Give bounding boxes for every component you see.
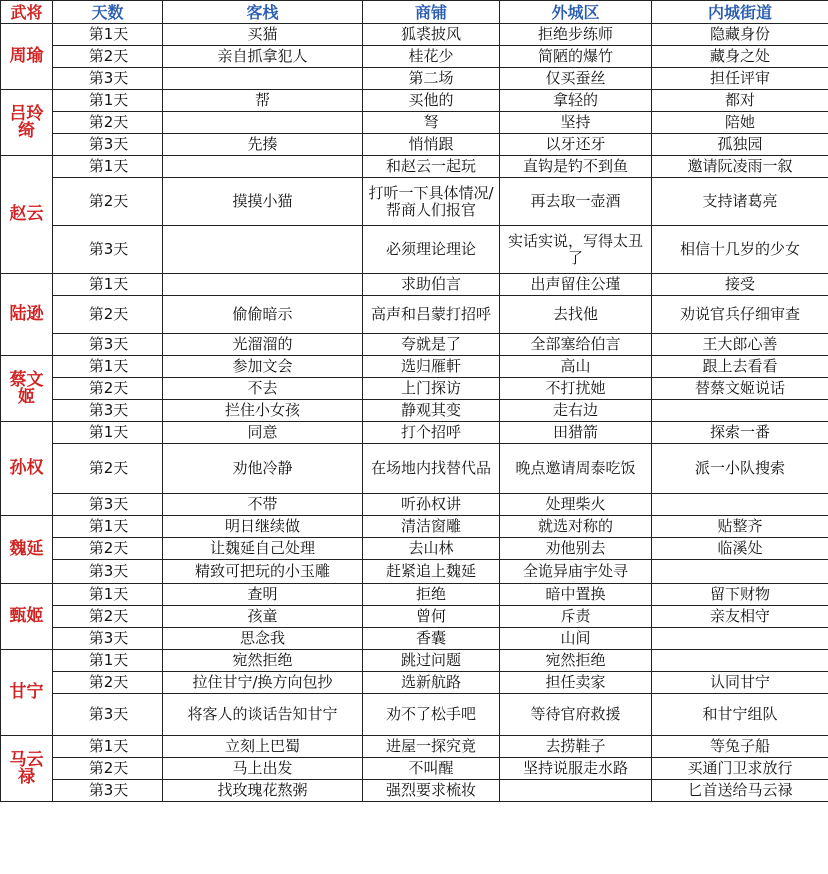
- inner-street-cell: 匕首送给马云禄: [652, 780, 828, 802]
- inn-cell: 参加文会: [163, 356, 363, 378]
- inn-cell: [163, 68, 363, 90]
- inner-street-cell: 孤独园: [652, 134, 828, 156]
- inn-cell: 拉住甘宁/换方向包抄: [163, 672, 363, 694]
- inn-cell: 将客人的谈话告知甘宁: [163, 694, 363, 736]
- inner-street-cell: 探索一番: [652, 422, 828, 444]
- table-row: [1, 68, 828, 90]
- shop-cell: 去山林: [363, 538, 500, 560]
- general-name: 赵云: [1, 156, 53, 274]
- table-row: [1, 736, 828, 758]
- outer-city-cell: 简陋的爆竹: [500, 46, 652, 68]
- day-label: 第1天: [53, 156, 163, 178]
- shop-cell: 狐裘披风: [363, 24, 500, 46]
- day-label: 第3天: [53, 628, 163, 650]
- day-label: 第3天: [53, 780, 163, 802]
- inn-cell: 买猫: [163, 24, 363, 46]
- general-name: 吕玲绮: [1, 90, 53, 156]
- day-label: 第3天: [53, 334, 163, 356]
- general-name: 陆逊: [1, 274, 53, 356]
- inn-cell: 亲自抓拿犯人: [163, 46, 363, 68]
- outer-city-cell: 晚点邀请周泰吃饭: [500, 444, 652, 494]
- inner-street-cell: 和甘宁组队: [652, 694, 828, 736]
- inn-cell: [163, 226, 363, 274]
- shop-cell: 跳过问题: [363, 650, 500, 672]
- inn-cell: 思念我: [163, 628, 363, 650]
- general-name: 周瑜: [1, 24, 53, 90]
- shop-cell: 听孙权讲: [363, 494, 500, 516]
- table-row: [1, 90, 828, 112]
- shop-cell: 选新航路: [363, 672, 500, 694]
- outer-city-cell: 拿轻的: [500, 90, 652, 112]
- day-label: 第2天: [53, 538, 163, 560]
- outer-city-cell: 拒绝步练师: [500, 24, 652, 46]
- day-label: 第3天: [53, 68, 163, 90]
- day-label: 第2天: [53, 758, 163, 780]
- inner-street-cell: 相信十几岁的少女: [652, 226, 828, 274]
- table-row: [1, 46, 828, 68]
- table-row: [1, 356, 828, 378]
- inn-cell: 摸摸小猫: [163, 178, 363, 226]
- shop-cell: 在场地内找替代品: [363, 444, 500, 494]
- inner-street-cell: 贴整齐: [652, 516, 828, 538]
- outer-city-cell: 全部塞给伯言: [500, 334, 652, 356]
- outer-city-cell: 就选对称的: [500, 516, 652, 538]
- day-label: 第2天: [53, 378, 163, 400]
- shop-cell: 劝不了松手吧: [363, 694, 500, 736]
- table-row: [1, 134, 828, 156]
- inner-street-cell: [652, 650, 828, 672]
- outer-city-cell: 以牙还牙: [500, 134, 652, 156]
- outer-city-cell: 实话实说，写得太丑了: [500, 226, 652, 274]
- table-row: [1, 628, 828, 650]
- day-label: 第3天: [53, 400, 163, 422]
- shop-cell: 高声和吕蒙打招呼: [363, 296, 500, 334]
- inn-cell: 宛然拒绝: [163, 650, 363, 672]
- table-row: [1, 24, 828, 46]
- day-label: 第3天: [53, 226, 163, 274]
- inner-street-cell: 等兔子船: [652, 736, 828, 758]
- outer-city-cell: 等待官府救援: [500, 694, 652, 736]
- shop-cell: 桂花少: [363, 46, 500, 68]
- inn-cell: 查明: [163, 584, 363, 606]
- table-row: [1, 538, 828, 560]
- shop-cell: 上门探访: [363, 378, 500, 400]
- outer-city-cell: 去找他: [500, 296, 652, 334]
- outer-city-cell: 暗中置换: [500, 584, 652, 606]
- table-row: [1, 584, 828, 606]
- shop-cell: 夸就是了: [363, 334, 500, 356]
- table-row: [1, 650, 828, 672]
- outer-city-cell: 去捞鞋子: [500, 736, 652, 758]
- shop-cell: 不叫醒: [363, 758, 500, 780]
- inn-cell: 明日继续做: [163, 516, 363, 538]
- outer-city-cell: 再去取一壶酒: [500, 178, 652, 226]
- table-row: [1, 378, 828, 400]
- general-name: 蔡文姬: [1, 356, 53, 422]
- inn-cell: 找玫瑰花熬粥: [163, 780, 363, 802]
- day-label: 第1天: [53, 650, 163, 672]
- day-label: 第3天: [53, 134, 163, 156]
- table-row: [1, 226, 828, 274]
- shop-cell: 曾何: [363, 606, 500, 628]
- shop-cell: 求助伯言: [363, 274, 500, 296]
- shop-cell: 打听一下具体情况/帮商人们报官: [363, 178, 500, 226]
- header-row: [1, 1, 828, 24]
- day-label: 第1天: [53, 516, 163, 538]
- inner-street-cell: [652, 560, 828, 584]
- inn-cell: 精致可把玩的小玉雕: [163, 560, 363, 584]
- inner-street-cell: 接受: [652, 274, 828, 296]
- table-row: [1, 494, 828, 516]
- table-row: [1, 516, 828, 538]
- inn-cell: 不去: [163, 378, 363, 400]
- header-inn: 客栈: [163, 1, 363, 24]
- table-row: [1, 758, 828, 780]
- outer-city-cell: 坚持: [500, 112, 652, 134]
- outer-city-cell: 担任卖家: [500, 672, 652, 694]
- inn-cell: [163, 156, 363, 178]
- outer-city-cell: 高山: [500, 356, 652, 378]
- table-row: [1, 334, 828, 356]
- outer-city-cell: 全诡异庙宇处寻: [500, 560, 652, 584]
- inn-cell: 立刻上巴蜀: [163, 736, 363, 758]
- inn-cell: 孩童: [163, 606, 363, 628]
- shop-cell: 进屋一探究竟: [363, 736, 500, 758]
- inn-cell: 光溜溜的: [163, 334, 363, 356]
- shop-cell: 赶紧追上魏延: [363, 560, 500, 584]
- inn-cell: 帮: [163, 90, 363, 112]
- header-general: 武将: [1, 1, 53, 24]
- day-label: 第1天: [53, 584, 163, 606]
- table-row: [1, 444, 828, 494]
- shop-cell: 悄悄跟: [363, 134, 500, 156]
- outer-city-cell: 坚持说服走水路: [500, 758, 652, 780]
- general-name: 甘宁: [1, 650, 53, 736]
- day-label: 第2天: [53, 672, 163, 694]
- inn-cell: 拦住小女孩: [163, 400, 363, 422]
- inn-cell: [163, 274, 363, 296]
- inn-cell: 让魏延自己处理: [163, 538, 363, 560]
- table-row: [1, 672, 828, 694]
- inner-street-cell: 临溪处: [652, 538, 828, 560]
- table-row: [1, 178, 828, 226]
- day-label: 第2天: [53, 46, 163, 68]
- outer-city-cell: 处理柴火: [500, 494, 652, 516]
- table-row: [1, 606, 828, 628]
- table-row: [1, 296, 828, 334]
- outer-city-cell: 直钩是钓不到鱼: [500, 156, 652, 178]
- general-name: 马云禄: [1, 736, 53, 802]
- outer-city-cell: 劝他别去: [500, 538, 652, 560]
- shop-cell: 选归雁軒: [363, 356, 500, 378]
- day-label: 第1天: [53, 24, 163, 46]
- inner-street-cell: 王大郎心善: [652, 334, 828, 356]
- shop-cell: 第二场: [363, 68, 500, 90]
- inner-street-cell: 亲友相守: [652, 606, 828, 628]
- inner-street-cell: 买通门卫求放行: [652, 758, 828, 780]
- inner-street-cell: 劝说官兵仔细审查: [652, 296, 828, 334]
- shop-cell: 必须理论理论: [363, 226, 500, 274]
- general-name: 孙权: [1, 422, 53, 516]
- inner-street-cell: 派一小队搜索: [652, 444, 828, 494]
- outer-city-cell: 宛然拒绝: [500, 650, 652, 672]
- shop-cell: 清洁窗雕: [363, 516, 500, 538]
- table-row: [1, 112, 828, 134]
- inner-street-cell: 替蔡文姬说话: [652, 378, 828, 400]
- general-name: 魏延: [1, 516, 53, 584]
- header-outer-city: 外城区: [500, 1, 652, 24]
- inner-street-cell: 认同甘宁: [652, 672, 828, 694]
- shop-cell: 香囊: [363, 628, 500, 650]
- inner-street-cell: 隐藏身份: [652, 24, 828, 46]
- table-row: [1, 422, 828, 444]
- outer-city-cell: [500, 780, 652, 802]
- day-label: 第3天: [53, 494, 163, 516]
- day-label: 第2天: [53, 178, 163, 226]
- inner-street-cell: 跟上去看看: [652, 356, 828, 378]
- day-label: 第2天: [53, 296, 163, 334]
- day-label: 第3天: [53, 694, 163, 736]
- outer-city-cell: 走右边: [500, 400, 652, 422]
- day-label: 第1天: [53, 356, 163, 378]
- inn-cell: 偷偷暗示: [163, 296, 363, 334]
- outer-city-cell: 山间: [500, 628, 652, 650]
- header-shop: 商铺: [363, 1, 500, 24]
- day-label: 第2天: [53, 606, 163, 628]
- inner-street-cell: 陪她: [652, 112, 828, 134]
- table-row: [1, 400, 828, 422]
- day-label: 第1天: [53, 90, 163, 112]
- inner-street-cell: 藏身之处: [652, 46, 828, 68]
- inner-street-cell: 都对: [652, 90, 828, 112]
- outer-city-cell: 斥责: [500, 606, 652, 628]
- day-label: 第2天: [53, 444, 163, 494]
- shop-cell: 和赵云一起玩: [363, 156, 500, 178]
- table-body: [1, 24, 828, 802]
- day-label: 第2天: [53, 112, 163, 134]
- outer-city-cell: 仅买蚕丝: [500, 68, 652, 90]
- header-inner-street: 内城街道: [652, 1, 828, 24]
- inn-cell: 先揍: [163, 134, 363, 156]
- inner-street-cell: 留下财物: [652, 584, 828, 606]
- header-day: 天数: [53, 1, 163, 24]
- table-row: [1, 560, 828, 584]
- table-row: [1, 780, 828, 802]
- inner-street-cell: 邀请阮凌雨一叙: [652, 156, 828, 178]
- inn-cell: [163, 112, 363, 134]
- shop-cell: 拒绝: [363, 584, 500, 606]
- inner-street-cell: [652, 494, 828, 516]
- general-name: 甄姬: [1, 584, 53, 650]
- shop-cell: 买他的: [363, 90, 500, 112]
- inn-cell: 同意: [163, 422, 363, 444]
- inner-street-cell: [652, 400, 828, 422]
- table-row: [1, 694, 828, 736]
- inn-cell: 马上出发: [163, 758, 363, 780]
- day-label: 第3天: [53, 560, 163, 584]
- inn-cell: 不带: [163, 494, 363, 516]
- day-label: 第1天: [53, 274, 163, 296]
- day-label: 第1天: [53, 422, 163, 444]
- shop-cell: 打个招呼: [363, 422, 500, 444]
- inner-street-cell: 担任评审: [652, 68, 828, 90]
- inner-street-cell: [652, 628, 828, 650]
- day-label: 第1天: [53, 736, 163, 758]
- shop-cell: 强烈要求梳妆: [363, 780, 500, 802]
- table-row: [1, 156, 828, 178]
- outer-city-cell: 出声留住公瑾: [500, 274, 652, 296]
- table-row: [1, 274, 828, 296]
- inner-street-cell: 支持诸葛亮: [652, 178, 828, 226]
- outer-city-cell: 田猎箭: [500, 422, 652, 444]
- inn-cell: 劝他冷静: [163, 444, 363, 494]
- shop-cell: 静观其变: [363, 400, 500, 422]
- outer-city-cell: 不打扰她: [500, 378, 652, 400]
- shop-cell: 弩: [363, 112, 500, 134]
